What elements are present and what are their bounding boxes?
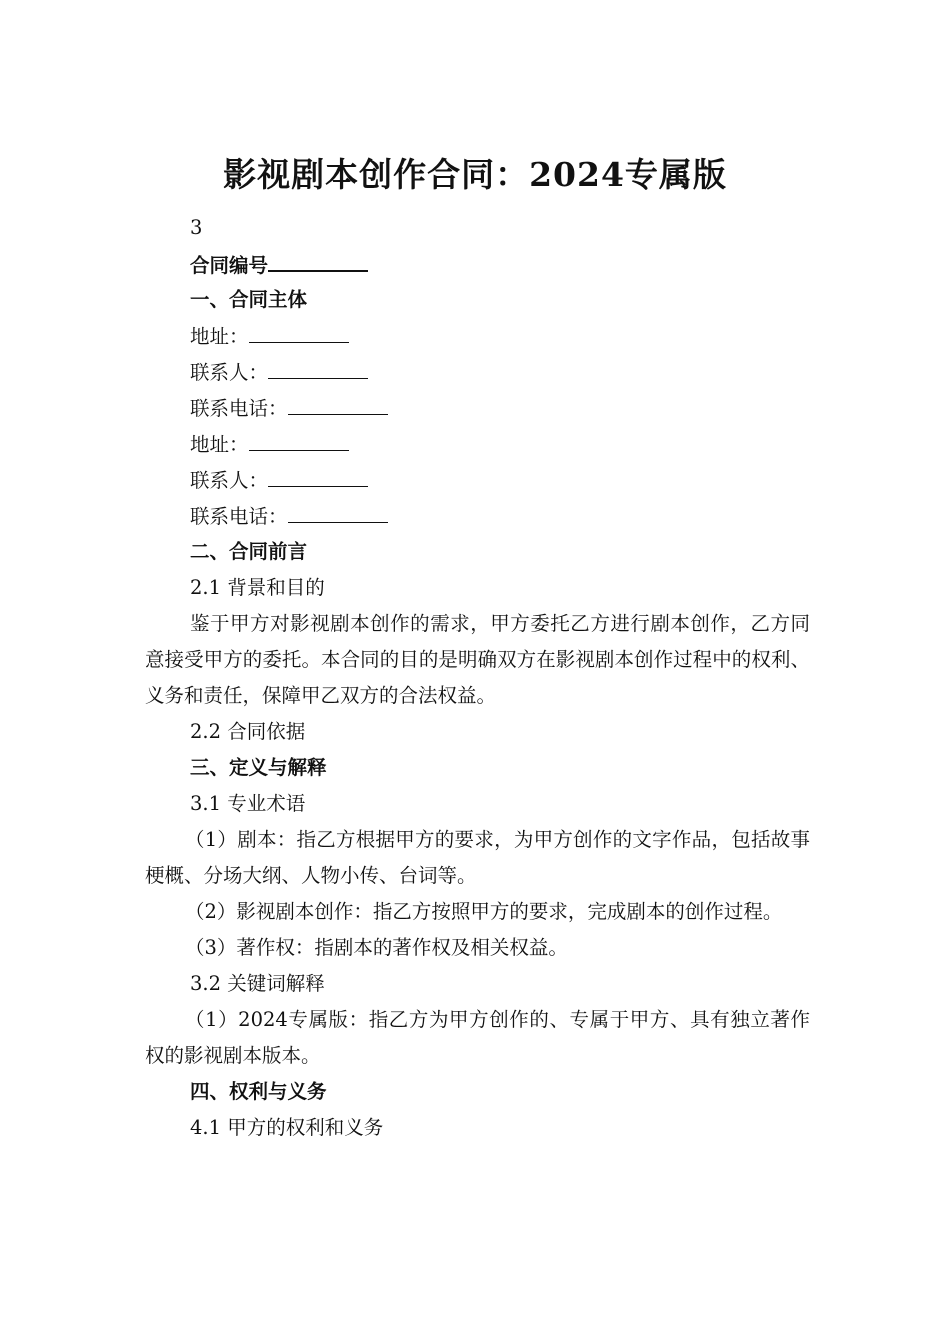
field-label: 联系人：: [190, 361, 269, 384]
definition-item: （1）剧本：指乙方根据甲方的要求，为甲方创作的文字作品，包括故事梗概、分场大纲、人物小传、台词等。: [145, 828, 810, 887]
party-a-phone: [145, 390, 810, 426]
section-2-heading: 二、合同前言: [190, 540, 308, 563]
subsection-4-1: 4.1 甲方的权利和义务: [190, 1116, 384, 1139]
subsection-2-2: 2.2 合同依据: [190, 720, 306, 743]
field-label: 联系人：: [190, 469, 269, 492]
field-blank: [288, 390, 388, 415]
keyword-item: （1）2024专属版：指乙方为甲方创作的、专属于甲方、具有独立著作权的影视剧本版本。: [145, 1008, 810, 1067]
party-a-address: [145, 318, 810, 354]
field-blank: [288, 498, 388, 523]
party-b-contact: [145, 462, 810, 498]
field-label: 地址：: [190, 325, 249, 348]
field-label: 地址：: [190, 433, 249, 456]
contract-number-label: 合同编号: [190, 254, 269, 277]
section-3-heading: 三、定义与解释: [190, 756, 327, 779]
party-b-phone: [145, 498, 810, 534]
subsection-3-1: 3.1 专业术语: [190, 792, 306, 815]
field-label: 联系电话：: [190, 505, 288, 528]
section-1-heading: 一、合同主体: [190, 288, 308, 311]
subsection-2-1: 2.1 背景和目的: [190, 576, 325, 599]
contract-number-line: [145, 246, 810, 282]
document-body: [145, 210, 810, 1146]
paragraph-background: 鉴于甲方对影视剧本创作的需求，甲方委托乙方进行剧本创作，乙方同意接受甲方的委托。本合同的目的是明确双方在影视剧本创作过程中的权利、义务和责任，保障甲乙双方的合法权益。: [145, 612, 810, 707]
field-blank: [249, 426, 349, 451]
section-4-heading: 四、权利与义务: [190, 1080, 327, 1103]
party-b-address: [145, 426, 810, 462]
contract-number-blank: [268, 246, 368, 272]
definition-item: （3）著作权：指剧本的著作权及相关权益。: [185, 936, 568, 959]
subsection-3-2: 3.2 关键词解释: [190, 972, 325, 995]
document-title: 影视剧本创作合同：2024专属版: [223, 155, 727, 194]
field-blank: [249, 318, 349, 343]
page-marker: 3: [190, 216, 203, 239]
definition-item: （2）影视剧本创作：指乙方按照甲方的要求，完成剧本的创作过程。: [185, 900, 783, 923]
party-a-contact: [145, 354, 810, 390]
field-blank: [268, 354, 368, 379]
field-label: 联系电话：: [190, 397, 288, 420]
field-blank: [268, 462, 368, 487]
